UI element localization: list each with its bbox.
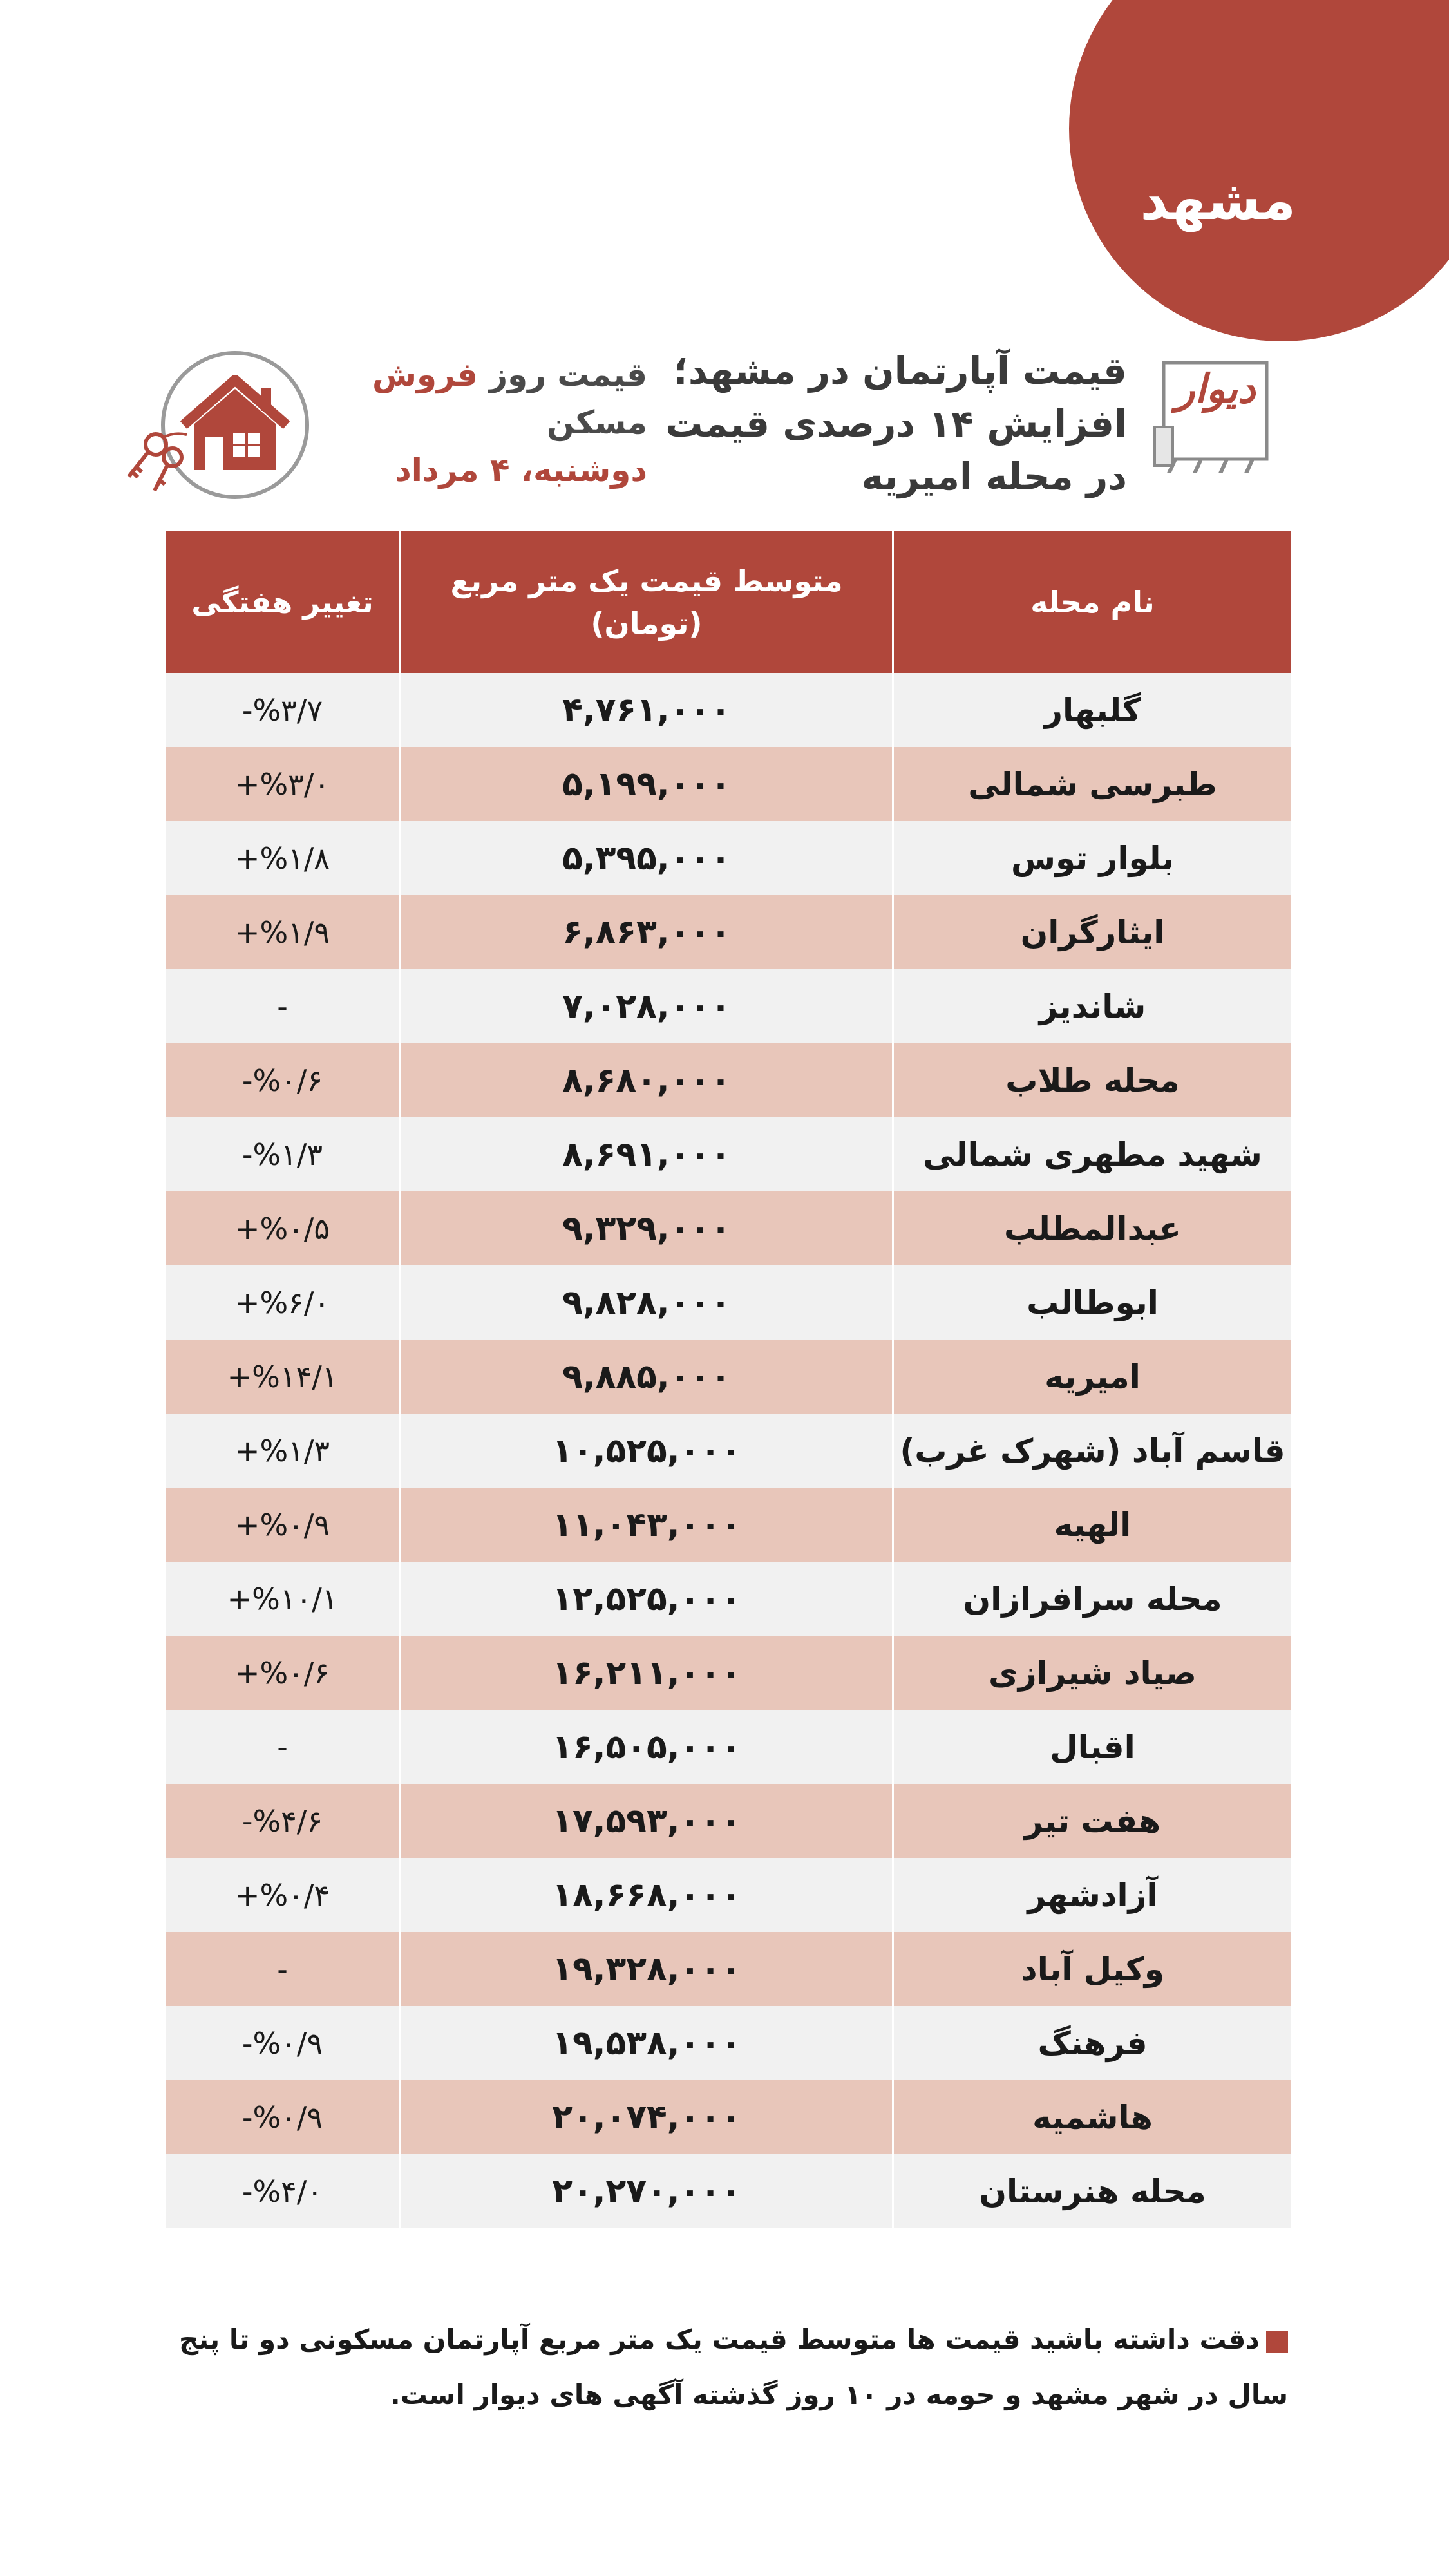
neighborhood-cell: محله هنرستان — [892, 2154, 1291, 2228]
weekly-change-cell: +%۳/۰ — [234, 766, 330, 802]
daily-date: دوشنبه، ۴ مرداد — [395, 451, 647, 489]
neighborhood-cell: ایثارگران — [892, 895, 1291, 969]
neighborhood-cell: بلوار توس — [892, 821, 1291, 895]
price-cell: ۶,۸۶۳,۰۰۰ — [399, 895, 892, 969]
neighborhood-cell: آزادشهر — [892, 1858, 1291, 1932]
weekly-change-cell: +%۱/۹ — [234, 914, 330, 950]
weekly-change-cell: -%۴/۶ — [242, 1803, 323, 1839]
price-table — [166, 531, 1291, 2228]
weekly-change-cell: +%۰/۶ — [234, 1655, 330, 1690]
footnote — [155, 2312, 1288, 2423]
price-cell: ۵,۱۹۹,۰۰۰ — [399, 747, 892, 821]
neighborhood-cell: اقبال — [892, 1710, 1291, 1784]
weekly-change-cell: - — [277, 1729, 288, 1765]
weekly-change-cell: -%۱/۳ — [242, 1137, 323, 1172]
table-row — [166, 969, 1291, 1043]
weekly-change-cell: -%۰/۶ — [242, 1063, 323, 1098]
weekly-change-cell: -%۴/۰ — [242, 2174, 323, 2209]
neighborhood-cell: محله سرافرازان — [892, 1562, 1291, 1636]
neighborhood-cell: شهید مطهری شمالی — [892, 1117, 1291, 1191]
neighborhood-cell: صیاد شیرازی — [892, 1636, 1291, 1710]
weekly-change-cell: -%۳/۷ — [242, 692, 323, 728]
neighborhood-cell: هفت تیر — [892, 1784, 1291, 1858]
house-keys-icon — [122, 348, 316, 502]
table-body — [166, 673, 1291, 2228]
price-cell: ۱۸,۶۶۸,۰۰۰ — [399, 1858, 892, 1932]
price-cell: ۸,۶۹۱,۰۰۰ — [399, 1117, 892, 1191]
neighborhood-cell: گلبهار — [892, 673, 1291, 747]
weekly-change-cell: +%۰/۵ — [234, 1211, 330, 1246]
price-cell: ۵,۳۹۵,۰۰۰ — [399, 821, 892, 895]
neighborhood-cell: ابوطالب — [892, 1265, 1291, 1340]
neighborhood-cell: محله طلاب — [892, 1043, 1291, 1117]
table-row — [166, 1043, 1291, 1117]
price-cell: ۲۰,۲۷۰,۰۰۰ — [399, 2154, 892, 2228]
table-row — [166, 821, 1291, 895]
table-row — [166, 1488, 1291, 1562]
table-row — [166, 1932, 1291, 2006]
neighborhood-cell: قاسم آباد (شهرک غرب) — [892, 1414, 1291, 1488]
daily-accent: فروش — [372, 356, 478, 393]
header-price: متوسط قیمت یک متر مربع (تومان) — [399, 531, 892, 673]
weekly-change-cell: +%۶/۰ — [234, 1285, 330, 1320]
daily-suffix: مسکن — [547, 404, 647, 441]
weekly-change-cell: +%۰/۹ — [234, 1507, 330, 1542]
price-cell: ۱۶,۲۱۱,۰۰۰ — [399, 1636, 892, 1710]
footnote-bullet-icon — [1266, 2331, 1288, 2353]
table-row — [166, 895, 1291, 969]
weekly-change-cell: - — [277, 1951, 288, 1987]
price-cell: ۱۷,۵۹۳,۰۰۰ — [399, 1784, 892, 1858]
divar-logo — [1150, 351, 1282, 473]
neighborhood-cell: فرهنگ — [892, 2006, 1291, 2080]
table-row — [166, 2006, 1291, 2080]
daily-prefix: قیمت روز — [477, 356, 647, 393]
city-name: مشهد — [1140, 169, 1296, 232]
neighborhood-cell: الهیه — [892, 1488, 1291, 1562]
header-weekly-change: تغییر هفتگی — [191, 585, 374, 620]
weekly-change-cell: +%۱۰/۱ — [227, 1581, 338, 1616]
table-row — [166, 1636, 1291, 1710]
price-cell: ۲۰,۰۷۴,۰۰۰ — [399, 2080, 892, 2154]
logo-text: دیوار — [1175, 365, 1256, 412]
price-cell: ۹,۳۲۹,۰۰۰ — [399, 1191, 892, 1265]
price-cell: ۱۰,۵۲۵,۰۰۰ — [399, 1414, 892, 1488]
price-cell: ۱۹,۳۲۸,۰۰۰ — [399, 1932, 892, 2006]
table-row — [166, 673, 1291, 747]
table-row — [166, 2080, 1291, 2154]
price-cell: ۸,۶۸۰,۰۰۰ — [399, 1043, 892, 1117]
daily-title — [325, 351, 647, 446]
price-cell: ۱۲,۵۲۵,۰۰۰ — [399, 1562, 892, 1636]
weekly-change-cell: - — [277, 989, 288, 1024]
neighborhood-cell: طبرسی شمالی — [892, 747, 1291, 821]
daily-price-label — [325, 351, 647, 494]
header-neighborhood: نام محله — [892, 531, 1291, 673]
price-cell: ۴,۷۶۱,۰۰۰ — [399, 673, 892, 747]
table-row — [166, 1265, 1291, 1340]
price-cell: ۷,۰۲۸,۰۰۰ — [399, 969, 892, 1043]
headline: قیمت آپارتمان در مشهد؛ افزایش ۱۴ درصدی قیمت در محله امیریه — [665, 349, 1127, 498]
neighborhood-cell: هاشمیه — [892, 2080, 1291, 2154]
weekly-change-cell: +%۱/۸ — [234, 840, 330, 876]
weekly-change-cell: +%۰/۴ — [234, 1877, 330, 1913]
weekly-change-cell: -%۰/۹ — [242, 2025, 323, 2061]
neighborhood-cell: وکیل آباد — [892, 1932, 1291, 2006]
table-header — [166, 531, 1291, 673]
price-cell: ۱۱,۰۴۳,۰۰۰ — [399, 1488, 892, 1562]
price-cell: ۹,۸۲۸,۰۰۰ — [399, 1265, 892, 1340]
price-cell: ۱۹,۵۳۸,۰۰۰ — [399, 2006, 892, 2080]
footnote-text: دقت داشته باشید قیمت ها متوسط قیمت یک متر مربع آپارتمان مسکونی دو تا پنج سال در شهر مشهد و حومه در ۱۰ روز گذشته آگهی های دیوار است. — [179, 2324, 1288, 2410]
table-row — [166, 1858, 1291, 1932]
table-row — [166, 1414, 1291, 1488]
table-row — [166, 2154, 1291, 2228]
table-row — [166, 1117, 1291, 1191]
table-row — [166, 1784, 1291, 1858]
table-row — [166, 1710, 1291, 1784]
table-row — [166, 747, 1291, 821]
weekly-change-cell: +%۱/۳ — [234, 1433, 330, 1468]
price-cell: ۹,۸۸۵,۰۰۰ — [399, 1340, 892, 1414]
table-row — [166, 1562, 1291, 1636]
table-row — [166, 1191, 1291, 1265]
price-cell: ۱۶,۵۰۵,۰۰۰ — [399, 1710, 892, 1784]
weekly-change-cell: -%۰/۹ — [242, 2099, 323, 2135]
table-row — [166, 1340, 1291, 1414]
neighborhood-cell: شاندیز — [892, 969, 1291, 1043]
neighborhood-cell: امیریه — [892, 1340, 1291, 1414]
neighborhood-cell: عبدالمطلب — [892, 1191, 1291, 1265]
weekly-change-cell: +%۱۴/۱ — [227, 1359, 338, 1394]
